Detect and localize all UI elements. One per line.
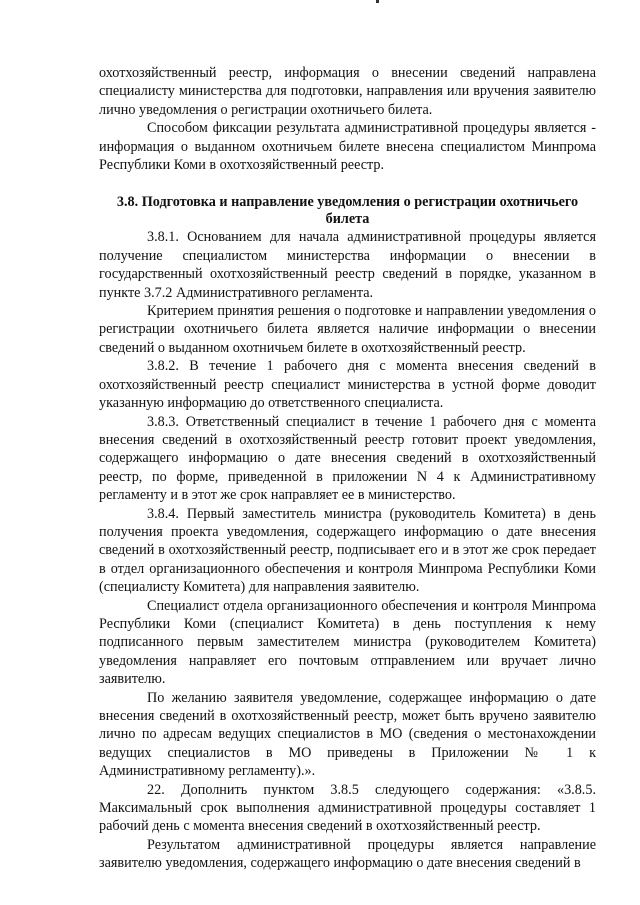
paragraph-criterion: Критерием принятия решения о подготовке и направлении уведомления о регистрации охотничьего билета является наличие информации о внесении сведений о выданном охотничьем билете в охотхозяйственный реестр.	[99, 303, 596, 356]
paragraph-item-22: 22. Дополнить пунктом 3.8.5 следующего содержания: «3.8.5. Максимальный срок выполнения административной процедуры составляет 1 рабочий день с момента внесения сведений в охотхозяйственный реестр.	[99, 781, 596, 835]
paragraph-intro-2: Способом фиксации результата административной процедуры является - информация о выданном охотничьем билете внесена специалистом Минпрома Республики Коми в охотхозяйственный реестр.	[99, 120, 596, 174]
paragraph-result: Результатом административной процедуры является направление заявителю уведомления, содержащего информацию о дате внесения сведений в	[99, 836, 596, 872]
document-body	[99, 64, 596, 873]
scan-mark	[376, 0, 379, 3]
paragraph-3-8-1: 3.8.1. Основанием для начала административной процедуры является получение специалистом министерства информации о внесении в государственный охотхозяйственный реестр сведений в порядке, указанном в пункте 3.7.2 Административного регламента.	[99, 229, 596, 301]
paragraph-3-8-4: 3.8.4. Первый заместитель министра (руководитель Комитета) в день получения проекта уведомления, содержащего информацию о дате внесения сведений в охотхозяйственный реестр, подписывает его и в этот же срок передает в отдел организационного обеспечения и контроля Минпрома Республики Коми (специалисту Комитета) для направления заявителю.	[99, 505, 596, 596]
paragraph-intro-1: охотхозяйственный реестр, информация о внесении сведений направлена специалисту министерства для подготовки, направления или вручения заявителю лично уведомления о регистрации охотничьего билета.	[99, 65, 596, 118]
paragraph-applicant-request: По желанию заявителя уведомление, содержащее информацию о дате внесения сведений в охотхозяйственный реестр, может быть вручено заявителю лично по адресам ведущих специалистов в МО (сведения о местонахождении ведущих специалистов в МО приведены в Приложении № 1 к Административному регламенту).».	[99, 689, 596, 780]
section-heading: 3.8. Подготовка и направление уведомления о регистрации охотничьего билета	[116, 194, 579, 228]
paragraph-specialist: Специалист отдела организационного обеспечения и контроля Минпрома Республики Коми (специалист Комитета) в день поступления к нему подписанного первым заместителем министра (руководителем Комитета) уведомления направляет его почтовым отправлением или вручает лично заявителю.	[99, 597, 596, 688]
paragraph-3-8-2: 3.8.2. В течение 1 рабочего дня с момента внесения сведений в охотхозяйственный реестр специалист министерства в устной форме доводит указанную информацию до ответственного специалиста.	[99, 358, 596, 412]
paragraph-3-8-3: 3.8.3. Ответственный специалист в течение 1 рабочего дня с момента внесения сведений в охотхозяйственный реестр готовит проект уведомления, содержащего информацию о дате внесения сведений в охотхозяйственный реестр, по форме, приведенной в приложении N 4 к Административному регламенту и в этот же срок направляет ее в министерство.	[99, 413, 596, 504]
